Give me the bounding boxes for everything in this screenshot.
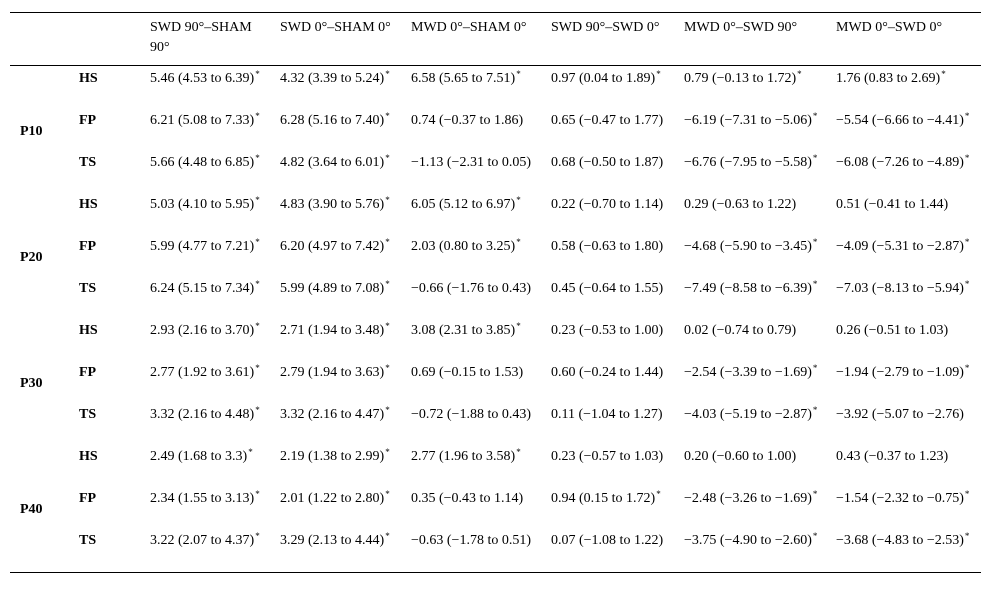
value-text: −3.75 (−4.90 to −2.60) [684,533,812,548]
header-cell-measure [77,13,142,66]
value-cell [403,194,543,236]
value-cell [403,404,543,446]
significance-marker: * [385,321,390,331]
comparison-table-container [10,12,981,573]
significance-marker: * [516,447,521,457]
value-cell [272,362,403,404]
value-text: 0.11 (−1.04 to 1.27) [551,407,663,422]
measure-label: TS [79,155,97,170]
value-cell [676,404,828,446]
value-cell [142,530,272,573]
value-cell [543,236,676,278]
value-cell [403,488,543,530]
value-cell [272,278,403,320]
significance-marker: * [812,279,818,289]
value-cell [828,362,981,404]
value-text: −2.54 (−3.39 to −1.69) [684,365,812,380]
value-cell [272,530,403,573]
value-text: −4.68 (−5.90 to −3.45) [684,239,812,254]
value-cell [543,66,676,111]
value-text: 0.51 (−0.41 to 1.44) [836,197,949,212]
measure-label: HS [79,71,98,86]
value-text: 0.58 (−0.63 to 1.80) [551,239,664,254]
measure-label: HS [79,449,98,464]
significance-marker: * [964,531,970,541]
significance-marker: * [255,489,260,499]
table-row [10,278,981,320]
significance-marker: * [385,153,390,163]
value-cell [142,404,272,446]
value-cell [543,194,676,236]
value-cell [403,320,543,362]
significance-marker: * [255,195,260,205]
group-label: P10 [20,123,43,139]
significance-marker: * [385,237,390,247]
value-text: 6.28 (5.16 to 7.40) [280,113,385,128]
value-cell [676,530,828,573]
header-cell-mwd0-swd90: MWD 0°–SWD 90° [684,20,798,35]
value-text: −3.68 (−4.83 to −2.53) [836,533,964,548]
measure-label: HS [79,197,98,212]
significance-marker: * [385,489,390,499]
significance-marker: * [964,237,970,247]
significance-marker: * [516,69,521,79]
significance-marker: * [248,447,253,457]
value-cell [403,66,543,111]
table-row [10,362,981,404]
value-cell [142,446,272,488]
value-cell [272,404,403,446]
value-cell [543,110,676,152]
significance-marker: * [797,69,802,79]
value-cell [676,236,828,278]
value-text: 2.93 (2.16 to 3.70) [150,323,255,338]
value-text: 0.35 (−0.43 to 1.14) [411,491,524,506]
value-cell [543,320,676,362]
value-text: −7.49 (−8.58 to −6.39) [684,281,812,296]
value-cell [543,488,676,530]
significance-marker: * [255,279,260,289]
value-cell [543,530,676,573]
measure-label: TS [79,533,97,548]
measure-label: TS [79,281,97,296]
value-text: 0.60 (−0.24 to 1.44) [551,365,664,380]
table-row [10,110,981,152]
table-row [10,194,981,236]
header-row [10,13,981,66]
value-cell [272,194,403,236]
value-cell [828,66,981,111]
value-cell [676,278,828,320]
group-label: P20 [20,249,43,265]
value-cell [828,404,981,446]
header-cell-swd0-sham0: SWD 0°–SHAM 0° [280,20,391,35]
value-cell [403,446,543,488]
value-text: 0.65 (−0.47 to 1.77) [551,113,664,128]
value-cell [142,236,272,278]
value-text: 5.03 (4.10 to 5.95) [150,197,255,212]
value-text: 0.45 (−0.64 to 1.55) [551,281,664,296]
value-text: 2.77 (1.96 to 3.58) [411,449,516,464]
significance-marker: * [516,195,521,205]
value-text: −6.76 (−7.95 to −5.58) [684,155,812,170]
measure-label: FP [79,365,97,380]
significance-marker: * [964,153,970,163]
value-cell [828,152,981,194]
header-cell-mwd0-swd0: MWD 0°–SWD 0° [836,20,943,35]
significance-marker: * [812,363,818,373]
value-cell [828,446,981,488]
significance-marker: * [385,405,390,415]
table-row [10,404,981,446]
value-cell [676,66,828,111]
table-row [10,446,981,488]
significance-marker: * [385,279,390,289]
value-cell [676,446,828,488]
value-text: 4.82 (3.64 to 6.01) [280,155,385,170]
significance-marker: * [516,321,521,331]
value-text: 4.32 (3.39 to 5.24) [280,71,385,86]
value-cell [676,194,828,236]
significance-marker: * [385,447,390,457]
measure-label: FP [79,239,97,254]
value-text: 3.32 (2.16 to 4.47) [280,407,385,422]
value-cell [403,152,543,194]
table-row [10,236,981,278]
value-text: 6.21 (5.08 to 7.33) [150,113,255,128]
value-text: 4.83 (3.90 to 5.76) [280,197,385,212]
value-text: 5.66 (4.48 to 6.85) [150,155,255,170]
measure-label: FP [79,113,97,128]
value-text: 6.05 (5.12 to 6.97) [411,197,516,212]
significance-marker: * [385,111,390,121]
value-cell [676,152,828,194]
value-text: −6.08 (−7.26 to −4.89) [836,155,964,170]
significance-marker: * [812,111,818,121]
value-text: 3.29 (2.13 to 4.44) [280,533,385,548]
value-text: −7.03 (−8.13 to −5.94) [836,281,964,296]
value-text: −4.09 (−5.31 to −2.87) [836,239,964,254]
significance-marker: * [385,69,390,79]
significance-marker: * [255,69,260,79]
header-cell-swd90-swd0: SWD 90°–SWD 0° [551,20,660,35]
value-text: 0.94 (0.15 to 1.72) [551,491,656,506]
significance-marker: * [255,363,260,373]
value-text: 0.07 (−1.08 to 1.22) [551,533,664,548]
value-cell [543,278,676,320]
value-text: 0.23 (−0.53 to 1.00) [551,323,664,338]
header-cell-mwd0-sham0: MWD 0°–SHAM 0° [411,20,527,35]
significance-marker: * [385,195,390,205]
significance-marker: * [812,153,818,163]
value-text: 2.01 (1.22 to 2.80) [280,491,385,506]
value-text: −5.54 (−6.66 to −4.41) [836,113,964,128]
measure-label: FP [79,491,97,506]
value-cell [676,110,828,152]
significance-marker: * [812,405,818,415]
value-text: 2.71 (1.94 to 3.48) [280,323,385,338]
group-label: P40 [20,501,43,517]
header-cell-swd90-sham90: SWD 90°–SHAM 90° [150,20,252,55]
significance-marker: * [255,321,260,331]
value-cell [676,488,828,530]
significance-marker: * [941,69,946,79]
table-row [10,66,981,111]
value-text: 2.34 (1.55 to 3.13) [150,491,255,506]
measure-label: HS [79,323,98,338]
significance-marker: * [656,489,661,499]
value-text: 1.76 (0.83 to 2.69) [836,71,941,86]
value-text: 3.22 (2.07 to 4.37) [150,533,255,548]
value-cell [272,110,403,152]
value-text: 0.68 (−0.50 to 1.87) [551,155,664,170]
header-cell-group [10,13,77,66]
value-text: −6.19 (−7.31 to −5.06) [684,113,812,128]
value-cell [272,66,403,111]
value-text: 0.69 (−0.15 to 1.53) [411,365,524,380]
significance-marker: * [812,531,818,541]
value-cell [142,194,272,236]
value-text: 2.03 (0.80 to 3.25) [411,239,516,254]
table-header [10,13,981,66]
value-text: 0.79 (−0.13 to 1.72) [684,71,797,86]
value-text: 0.26 (−0.51 to 1.03) [836,323,949,338]
value-cell [272,320,403,362]
value-cell [543,362,676,404]
table-row [10,530,981,573]
value-text: −0.72 (−1.88 to 0.43) [411,407,532,422]
value-text: 2.19 (1.38 to 2.99) [280,449,385,464]
value-cell [828,530,981,573]
table-body [10,66,981,573]
value-text: 5.99 (4.77 to 7.21) [150,239,255,254]
value-text: 6.20 (4.97 to 7.42) [280,239,385,254]
value-cell [142,320,272,362]
value-text: 2.79 (1.94 to 3.63) [280,365,385,380]
value-text: 3.32 (2.16 to 4.48) [150,407,255,422]
value-cell [403,278,543,320]
significance-marker: * [255,531,260,541]
value-cell [142,66,272,111]
value-cell [272,488,403,530]
significance-marker: * [255,237,260,247]
value-text: −2.48 (−3.26 to −1.69) [684,491,812,506]
value-text: 5.46 (4.53 to 6.39) [150,71,255,86]
significance-marker: * [255,153,260,163]
value-cell [828,488,981,530]
value-text: 0.97 (0.04 to 1.89) [551,71,656,86]
significance-marker: * [656,69,661,79]
value-text: −0.66 (−1.76 to 0.43) [411,281,532,296]
value-cell [403,530,543,573]
value-cell [142,362,272,404]
measure-label: TS [79,407,97,422]
significance-marker: * [385,363,390,373]
value-text: 0.43 (−0.37 to 1.23) [836,449,949,464]
table-row [10,320,981,362]
table-row [10,488,981,530]
value-text: 2.77 (1.92 to 3.61) [150,365,255,380]
value-cell [142,152,272,194]
value-cell [543,404,676,446]
value-text: 0.22 (−0.70 to 1.14) [551,197,664,212]
value-cell [272,236,403,278]
value-cell [142,488,272,530]
value-text: −1.13 (−2.31 to 0.05) [411,155,532,170]
significance-marker: * [812,489,818,499]
value-cell [828,320,981,362]
comparison-table [10,12,981,573]
value-cell [828,194,981,236]
value-text: 0.23 (−0.57 to 1.03) [551,449,664,464]
value-cell [142,278,272,320]
value-cell [272,152,403,194]
value-cell [543,446,676,488]
significance-marker: * [964,279,970,289]
value-text: −4.03 (−5.19 to −2.87) [684,407,812,422]
value-text: 3.08 (2.31 to 3.85) [411,323,516,338]
value-text: 0.74 (−0.37 to 1.86) [411,113,524,128]
value-text: −0.63 (−1.78 to 0.51) [411,533,532,548]
value-text: 5.99 (4.89 to 7.08) [280,281,385,296]
value-cell [403,110,543,152]
value-cell [543,152,676,194]
value-text: 0.20 (−0.60 to 1.00) [684,449,797,464]
value-cell [676,320,828,362]
value-cell [142,110,272,152]
table-row [10,152,981,194]
value-cell [828,236,981,278]
significance-marker: * [964,111,970,121]
significance-marker: * [255,405,260,415]
value-cell [828,278,981,320]
value-text: 0.02 (−0.74 to 0.79) [684,323,797,338]
value-text: 6.24 (5.15 to 7.34) [150,281,255,296]
value-cell [272,446,403,488]
group-label: P30 [20,375,43,391]
significance-marker: * [812,237,818,247]
significance-marker: * [964,363,970,373]
value-cell [828,110,981,152]
value-text: −1.94 (−2.79 to −1.09) [836,365,964,380]
value-text: 2.49 (1.68 to 3.3) [150,449,248,464]
value-cell [403,362,543,404]
value-cell [403,236,543,278]
significance-marker: * [964,489,970,499]
value-text: 0.29 (−0.63 to 1.22) [684,197,797,212]
value-cell [676,362,828,404]
value-text: −3.92 (−5.07 to −2.76) [836,407,964,422]
significance-marker: * [516,237,521,247]
significance-marker: * [385,531,390,541]
value-text: −1.54 (−2.32 to −0.75) [836,491,964,506]
value-text: 6.58 (5.65 to 7.51) [411,71,516,86]
significance-marker: * [255,111,260,121]
